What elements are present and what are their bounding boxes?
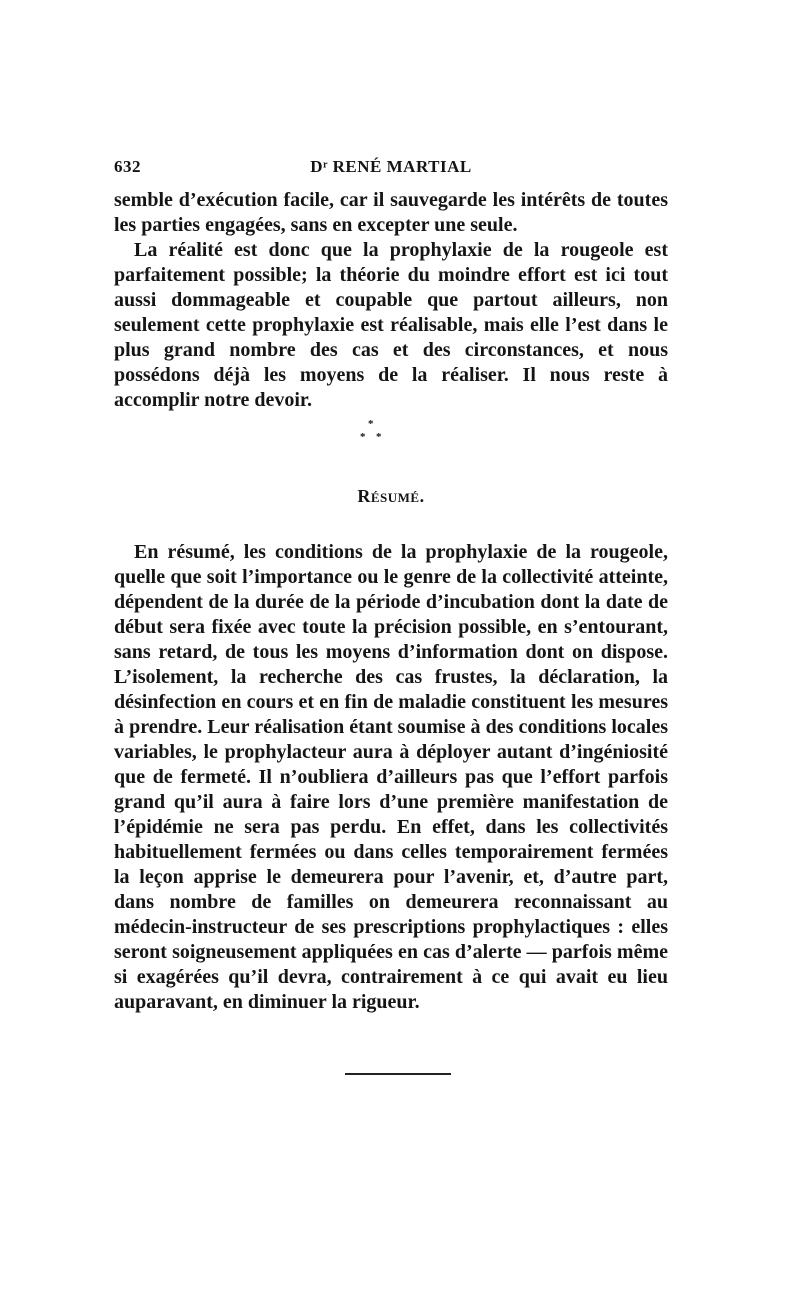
page-number: 632 [114,157,141,176]
paragraph: La réalité est donc que la prophylaxie de la rougeole est parfaitement possible; la théorie du moindre effort est ici tout aussi dommageable et coupable que partout ailleurs, non seulement cette prophylaxie est réalisable, mais elle l’est dans le plus grand nombre des cas et des circonstances, et nous possédons déjà les moyens de la réaliser. Il nous reste à accomplir notre devoir. [114,239,668,411]
asterism-separator [360,418,400,448]
page-header [114,157,668,181]
running-head: Dʳ RENÉ MARTIAL [310,157,472,176]
asterisk: * [360,431,366,443]
section-heading: Résumé. [357,486,425,506]
summary-text [114,540,668,1015]
asterisk: * [368,418,374,430]
paragraph-continued: semble d’exécution facile, car il sauvegarde les intérêts de toutes les parties engagées, sans en excepter une seule. [114,189,668,236]
summary-paragraph: En résumé, les conditions de la prophylaxie de la rougeole, quelle que soit l’importance ou le genre de la collectivité atteinte, dépendent de la durée de la période d’incubation dont la date de début sera fixée avec toute la précision possible, en s’entourant, sans retard, de tous les moyens d’information dont on dispose. L’isolement, la recherche des cas frustes, la déclaration, la désinfection en cours et en fin de maladie constituent les mesures à prendre. Leur réalisation étant soumise à des conditions locales variables, le prophylacteur aura à déployer autant d’ingéniosité que de fermeté. Il n’oubliera d’ailleurs pas que l’effort parfois grand qu’il aura à faire lors d’une première manifestation de l’épidémie ne sera pas perdu. En effet, dans les collectivités habituellement fermées ou dans celles temporairement fermées la leçon apprise le demeurera pour l’avenir, et, d’autre part, dans nombre de familles on demeurera reconnaissant au médecin-instructeur de ses prescriptions prophylactiques : elles seront soigneusement appliquées en cas d’alerte — parfois même si exagérées qu’il devra, contrairement à ce qui avait eu lieu auparavant, en diminuer la rigueur. [114,541,668,1013]
body-text [114,188,668,413]
end-rule [345,1073,451,1075]
asterisk: * [376,431,382,443]
